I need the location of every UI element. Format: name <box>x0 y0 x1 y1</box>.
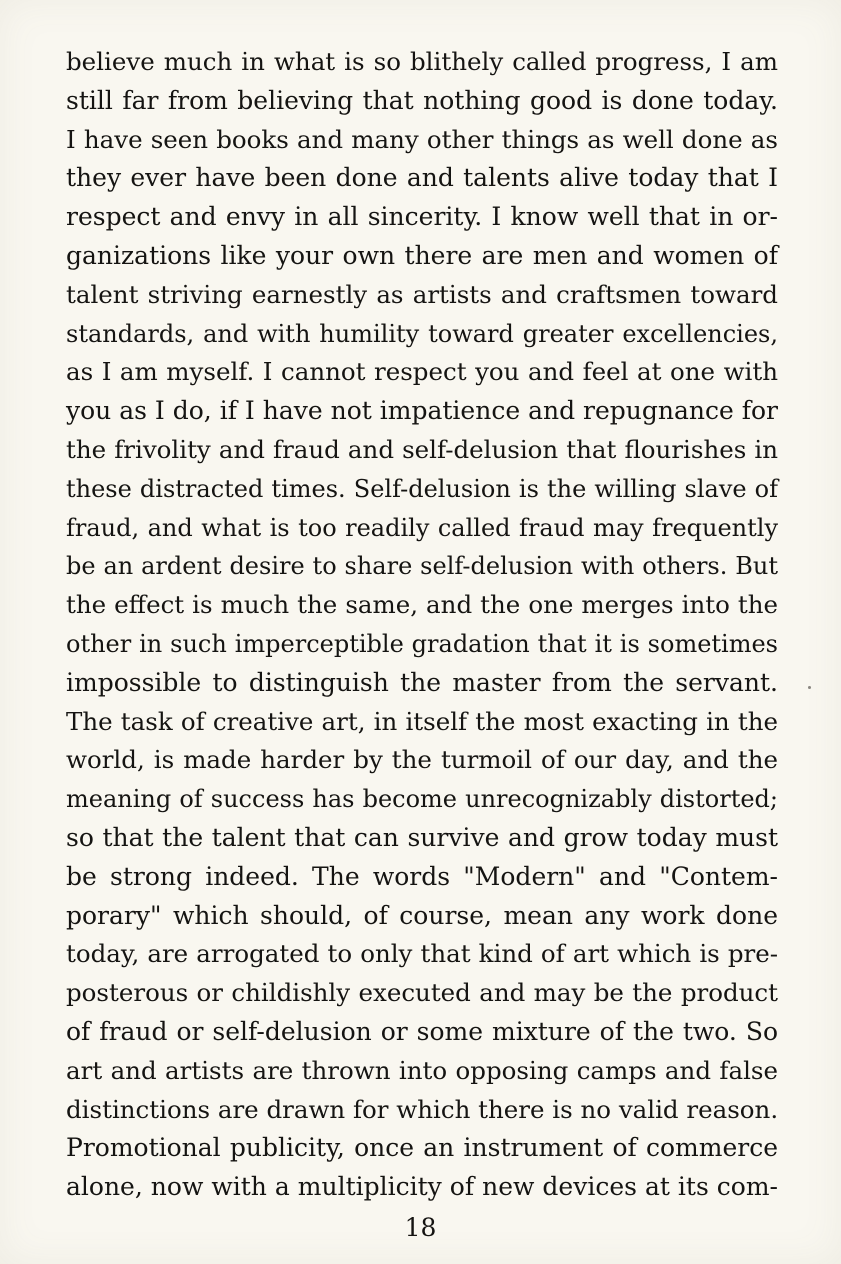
text-line: distinctions are drawn for which there is no valid reason. <box>66 1094 779 1124</box>
text-line: porary" which should, of course, mean any work done <box>66 900 778 930</box>
page-number: 18 <box>404 1213 437 1242</box>
text-line: be strong indeed. The words "Modern" and "Contem- <box>66 861 778 891</box>
text-line: as I am myself. I cannot respect you and feel at one with <box>66 357 778 387</box>
text-line: The task of creative art, in itself the most exacting in the <box>66 706 778 736</box>
text-line: the effect is much the same, and the one merges into the <box>66 590 778 620</box>
text-line: you as I do, if I have not impatience and repugnance for <box>66 396 778 426</box>
text-line: world, is made harder by the turmoil of our day, and the <box>66 745 778 775</box>
text-line: talent striving earnestly as artists and craftsmen toward <box>66 279 778 309</box>
text-line: other in such imperceptible gradation that it is sometimes <box>66 629 778 658</box>
text-line: these distracted times. Self-delusion is the willing slave of <box>66 474 778 503</box>
text-line: they ever have been done and talents alive today that I <box>66 163 778 193</box>
text-line: impossible to distinguish the master from the servant. <box>66 667 778 697</box>
text-line: Promotional publicity, once an instrument of commerce <box>66 1133 778 1163</box>
text-line: so that the talent that can survive and grow today must <box>66 822 778 852</box>
text-line: art and artists are thrown into opposing camps and false <box>66 1055 778 1085</box>
text-line: fraud, and what is too readily called fraud may frequently <box>66 513 778 542</box>
text-line: believe much in what is so blithely called progress, I am <box>66 47 778 76</box>
text-line: of fraud or self-delusion or some mixture of the two. So <box>66 1016 778 1046</box>
text-line: the frivolity and fraud and self-delusion that flourishes in <box>66 434 778 464</box>
text-line: respect and envy in all sincerity. I know well that in or- <box>66 202 778 232</box>
text-line: ganizations like your own there are men and women of <box>66 240 778 270</box>
paper-speck <box>808 686 811 689</box>
text-line: today, are arrogated to only that kind of art which is pre- <box>66 939 778 969</box>
text-line: be an ardent desire to share self-delusion with others. But <box>66 552 778 581</box>
text-line: still far from believing that nothing good is done today. <box>66 85 778 115</box>
text-line: I have seen books and many other things as well done as <box>66 124 778 154</box>
text-line: alone, now with a multiplicity of new devices at its com- <box>66 1172 778 1202</box>
text-line: meaning of success has become unrecognizably distorted; <box>66 785 778 814</box>
text-line: posterous or childishly executed and may be the product <box>66 978 778 1008</box>
text-line: standards, and with humility toward greater excellencies, <box>66 319 778 348</box>
body-text <box>66 43 778 1207</box>
